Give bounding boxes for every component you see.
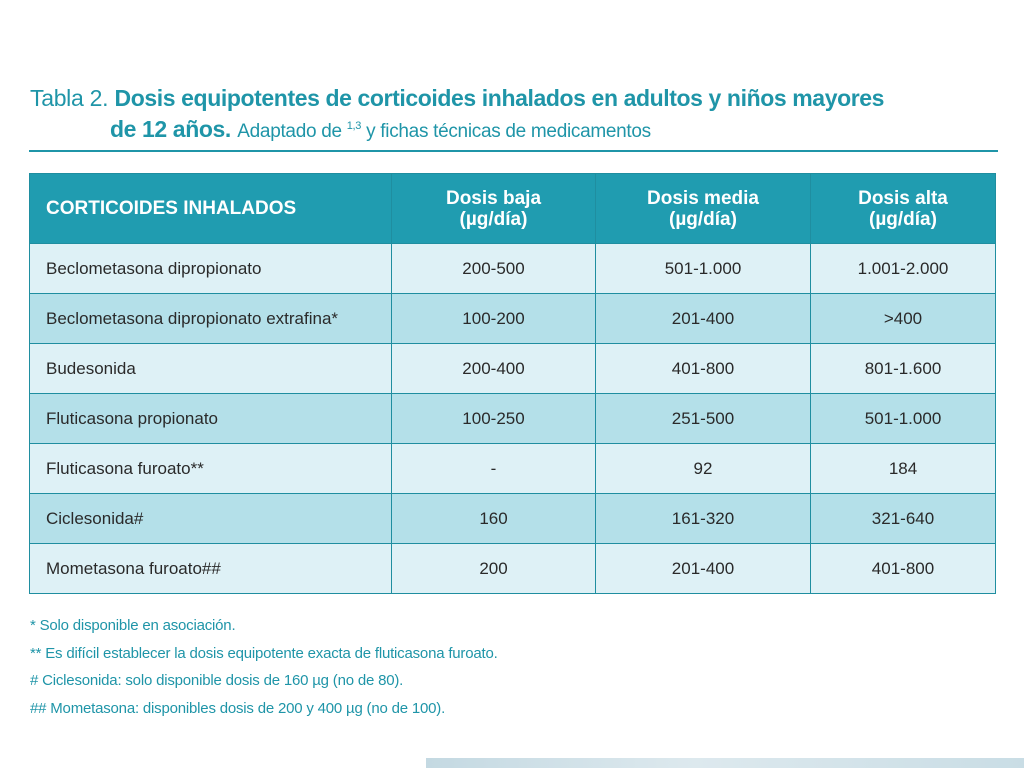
- table-row: [30, 494, 996, 544]
- dose-high-cell: 401-800: [811, 544, 996, 594]
- dose-high-cell: 321-640: [811, 494, 996, 544]
- table-row: [30, 344, 996, 394]
- header-dosis-alta-line1: Dosis alta: [858, 187, 948, 209]
- header-dosis-media-line2: (µg/día): [669, 208, 737, 230]
- dose-high-cell: 801-1.600: [811, 344, 996, 394]
- header-dosis-media: [596, 174, 811, 244]
- dose-table: [29, 173, 996, 594]
- decorative-bottom-band: [426, 758, 1024, 768]
- header-dosis-baja: [392, 174, 596, 244]
- dose-low-cell: 160: [392, 494, 596, 544]
- dose-medium-cell: 251-500: [596, 394, 811, 444]
- subtitle-reference: 1,3: [346, 120, 362, 132]
- title-subtitle: [237, 121, 651, 142]
- dose-high-cell: 501-1.000: [811, 394, 996, 444]
- title-bold-text-continued: de 12 años.: [110, 116, 231, 142]
- dose-low-cell: 200-400: [392, 344, 596, 394]
- subtitle-before-ref: Adaptado de: [237, 121, 342, 142]
- dose-high-cell: 1.001-2.000: [811, 244, 996, 294]
- table-row: [30, 294, 996, 344]
- footnote: ** Es difícil establecer la dosis equipotente exacta de fluticasona furoato.: [30, 644, 498, 662]
- dose-low-cell: 200-500: [392, 244, 596, 294]
- drug-name-cell: Beclometasona dipropionato: [30, 244, 392, 294]
- dose-medium-cell: 161-320: [596, 494, 811, 544]
- header-dosis-alta-line2: (µg/día): [869, 208, 937, 230]
- dose-low-cell: 200: [392, 544, 596, 594]
- header-dosis-media-line1: Dosis media: [647, 187, 759, 209]
- title-bold-text: Dosis equipotentes de corticoides inhalados en adultos y niños mayores: [114, 85, 885, 111]
- dose-medium-cell: 201-400: [596, 294, 811, 344]
- dose-medium-cell: 501-1.000: [596, 244, 811, 294]
- table-row: [30, 244, 996, 294]
- drug-name-cell: Fluticasona furoato**: [30, 444, 392, 494]
- drug-name-cell: Beclometasona dipropionato extrafina*: [30, 294, 392, 344]
- dose-low-cell: 100-200: [392, 294, 596, 344]
- title-divider: [29, 150, 998, 152]
- dose-medium-cell: 201-400: [596, 544, 811, 594]
- header-dosis-baja-line1: Dosis baja: [445, 187, 542, 209]
- footnotes: [30, 612, 498, 722]
- header-corticoides-label: CORTICOIDES INHALADOS: [46, 198, 297, 219]
- table-title: [30, 84, 1000, 146]
- subtitle-after-ref: y fichas técnicas de medicamentos: [366, 121, 651, 142]
- title-line-1: [30, 84, 1000, 112]
- dose-low-cell: -: [392, 444, 596, 494]
- dose-medium-cell: 401-800: [596, 344, 811, 394]
- table-row: [30, 444, 996, 494]
- header-dosis-alta: [811, 174, 996, 244]
- table-header-row: [30, 174, 996, 244]
- footnote: # Ciclesonida: solo disponible dosis de 160 µg (no de 80).: [30, 672, 404, 689]
- dose-high-cell: 184: [811, 444, 996, 494]
- drug-name-cell: Mometasona furoato##: [30, 544, 392, 594]
- dose-low-cell: 100-250: [392, 394, 596, 444]
- dose-medium-cell: 92: [596, 444, 811, 494]
- header-corticoides: [30, 174, 392, 244]
- title-line-2: [110, 112, 1000, 146]
- footnote: ## Mometasona: disponibles dosis de 200 y 400 µg (no de 100).: [30, 699, 446, 717]
- header-dosis-baja-line2: (µg/día): [459, 208, 528, 230]
- drug-name-cell: Ciclesonida#: [30, 494, 392, 544]
- footnote: * Solo disponible en asociación.: [30, 617, 236, 634]
- dose-high-cell: >400: [811, 294, 996, 344]
- table-number-label: Tabla 2.: [30, 85, 109, 111]
- drug-name-cell: Budesonida: [30, 344, 392, 394]
- table-row: [30, 544, 996, 594]
- drug-name-cell: Fluticasona propionato: [30, 394, 392, 444]
- table-row: [30, 394, 996, 444]
